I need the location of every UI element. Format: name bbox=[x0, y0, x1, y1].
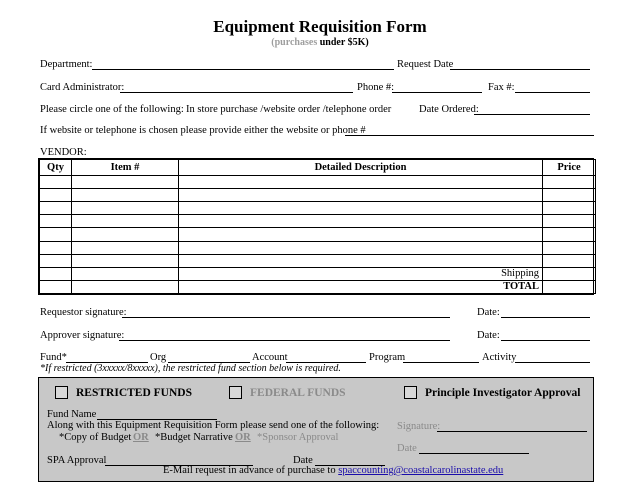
website-phone-field[interactable] bbox=[345, 135, 594, 136]
purchase-method-options[interactable]: In store purchase /website order /telephone order bbox=[186, 104, 392, 115]
price-header: Price bbox=[543, 160, 596, 176]
date-ordered-field[interactable] bbox=[474, 114, 590, 115]
account-label: Account bbox=[252, 352, 288, 363]
requestor-date-field[interactable] bbox=[501, 317, 590, 318]
email-prefix: E-Mail request in advance of purchase to bbox=[163, 465, 339, 476]
department-label: Department: bbox=[40, 59, 93, 70]
email-instruction bbox=[163, 465, 503, 476]
restricted-funds-checkbox[interactable] bbox=[55, 386, 68, 399]
program-label: Program bbox=[369, 352, 406, 363]
circle-prompt: Please circle one of the following: bbox=[40, 104, 184, 115]
approver-date-label: Date: bbox=[477, 330, 500, 341]
activity-label: Activity bbox=[482, 352, 517, 363]
subtitle-paren: (purchases bbox=[271, 37, 318, 48]
requestor-signature-field[interactable] bbox=[122, 317, 450, 318]
shipping-label: Shipping bbox=[179, 267, 543, 280]
fund-label: Fund* bbox=[40, 352, 67, 363]
pi-date-field[interactable] bbox=[419, 453, 529, 454]
table-row[interactable] bbox=[40, 176, 596, 189]
pi-date-label: Date bbox=[397, 443, 417, 454]
approver-date-field[interactable] bbox=[501, 340, 590, 341]
total-row[interactable] bbox=[40, 280, 596, 293]
form-subtitle bbox=[0, 37, 640, 48]
pi-signature-label: Signature: bbox=[397, 421, 441, 432]
phone-field[interactable] bbox=[392, 92, 482, 93]
spa-approval-label: SPA Approval bbox=[47, 455, 107, 466]
subtitle-rest: under $5K) bbox=[317, 37, 369, 48]
card-admin-field[interactable] bbox=[120, 92, 353, 93]
funds-section bbox=[38, 377, 594, 482]
or-separator-1: OR bbox=[133, 432, 149, 443]
restricted-funds-label: RESTRICTED FUNDS bbox=[76, 387, 192, 399]
along-with-text: Along with this Equipment Requisition Form please send one of the following: bbox=[47, 420, 380, 431]
pi-approval-label: Principle Investigator Approval bbox=[425, 387, 581, 399]
table-row[interactable] bbox=[40, 202, 596, 215]
fund-name-label: Fund Name bbox=[47, 409, 97, 420]
request-date-field[interactable] bbox=[450, 69, 590, 70]
total-label: TOTAL bbox=[179, 280, 543, 293]
approver-signature-label: Approver signature: bbox=[40, 330, 125, 341]
restricted-note: *If restricted (3xxxxx/8xxxxx), the restricted fund section below is required. bbox=[40, 363, 341, 374]
federal-funds-label: FEDERAL FUNDS bbox=[250, 387, 346, 399]
requestor-signature-label: Requestor signature: bbox=[40, 307, 127, 318]
fax-field[interactable] bbox=[515, 92, 590, 93]
shipping-row[interactable] bbox=[40, 267, 596, 280]
qty-header: Qty bbox=[40, 160, 72, 176]
email-link[interactable]: spaccounting@coastalcarolinastate.edu bbox=[338, 465, 504, 476]
spa-date-label: Date bbox=[293, 455, 313, 466]
department-field[interactable] bbox=[92, 69, 394, 70]
table-row[interactable] bbox=[40, 241, 596, 254]
sponsor-approval-text: *Sponsor Approval bbox=[257, 432, 339, 443]
description-header: Detailed Description bbox=[179, 160, 543, 176]
form-title: Equipment Requisition Form bbox=[213, 17, 427, 36]
vendor-label: VENDOR: bbox=[40, 147, 87, 158]
pi-signature-field[interactable] bbox=[437, 431, 587, 432]
pi-approval-checkbox[interactable] bbox=[404, 386, 417, 399]
item-header: Item # bbox=[72, 160, 179, 176]
table-row[interactable] bbox=[40, 254, 596, 267]
items-table bbox=[38, 158, 594, 295]
requestor-date-label: Date: bbox=[477, 307, 500, 318]
phone-label: Phone #: bbox=[357, 82, 395, 93]
federal-funds-checkbox[interactable] bbox=[229, 386, 242, 399]
fax-label: Fax #: bbox=[488, 82, 515, 93]
program-field[interactable] bbox=[403, 362, 479, 363]
website-prompt: If website or telephone is chosen please provide either the website or phone # bbox=[40, 125, 366, 136]
table-row[interactable] bbox=[40, 189, 596, 202]
approver-signature-field[interactable] bbox=[119, 340, 450, 341]
table-row[interactable] bbox=[40, 215, 596, 228]
table-row[interactable] bbox=[40, 228, 596, 241]
budget-narrative-text: *Budget Narrative bbox=[155, 432, 233, 443]
org-label: Org bbox=[150, 352, 167, 363]
copy-budget-text: *Copy of Budget bbox=[59, 432, 132, 443]
date-ordered-label: Date Ordered: bbox=[419, 104, 479, 115]
or-separator-2: OR bbox=[235, 432, 251, 443]
card-admin-label: Card Administrator: bbox=[40, 82, 125, 93]
request-date-label: Request Date bbox=[397, 59, 454, 70]
activity-field[interactable] bbox=[515, 362, 590, 363]
